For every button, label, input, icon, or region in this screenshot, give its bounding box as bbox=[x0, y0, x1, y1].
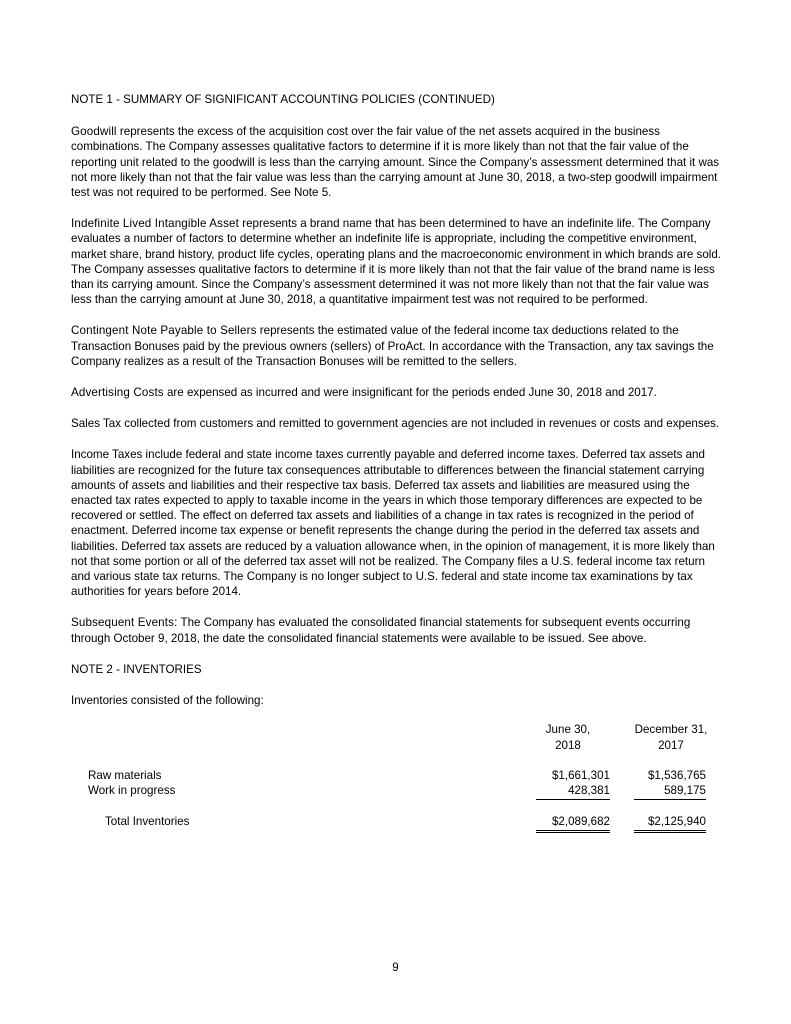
column-header-june-2018 bbox=[526, 722, 610, 752]
paragraph-text: represents the excess of the acquisition cost over the fair value of the net assets acquired in the business combinations. The Company assesses qualitative factors to determine if it is more likely than not that the fair value of the reporting unit related to the goodwill is less than the carrying amount. Since the Company’s assessment determined that it was not more likely than not that the fair value was less than the carrying amount at June 30, 2018, a two-step goodwill impairment test was not required to be performed. See Note 5. bbox=[71, 125, 720, 200]
contingent-note-paragraph bbox=[71, 323, 723, 369]
income-taxes-paragraph bbox=[71, 447, 723, 599]
row-label-raw-materials: Raw materials bbox=[88, 769, 162, 783]
goodwill-paragraph bbox=[71, 124, 723, 200]
paragraph-text: are expensed as incurred and were insignificant for the periods ended June 30, 2018 and 2017. bbox=[163, 386, 657, 400]
paragraph-text: collected from customers and remitted to government agencies are not included in revenues or costs and expenses. bbox=[121, 417, 720, 431]
value-text: $2,125,940 bbox=[647, 815, 706, 829]
paragraph-term: Subsequent Events: bbox=[71, 616, 178, 630]
value-text: 589,175 bbox=[664, 784, 706, 798]
raw-materials-2017: $1,536,765 bbox=[647, 769, 706, 783]
column-header-dec-2017 bbox=[623, 722, 719, 752]
intangible-asset-paragraph bbox=[71, 216, 723, 307]
total-inventories-2018 bbox=[536, 814, 610, 832]
work-in-progress-2017 bbox=[634, 783, 706, 799]
paragraph-term: Income Taxes bbox=[71, 448, 143, 462]
column-header-line: June 30, bbox=[545, 723, 591, 737]
subsequent-events-paragraph bbox=[71, 615, 723, 645]
row-label-work-in-progress: Work in progress bbox=[88, 784, 176, 798]
paragraph-term: Contingent Note Payable to Sellers bbox=[71, 324, 257, 338]
paragraph-text: The Company has evaluated the consolidated financial statements for subsequent events occurring through October 9, 2018, the date the consolidated financial statements were available to be issued. See above. bbox=[71, 616, 691, 645]
paragraph-text: represents a brand name that has been determined to have an indefinite life. The Company evaluates a number of factors to determine whether an indefinite life is appropriate, including the competitive environment, market share, brand history, product life cycles, operating plans and the macroeconomic environment in which brands are sold. The Company assesses qualitative factors to determine if it is more likely than not that the fair value of the brand name is less than its carrying amount. Since the Company’s assessment determined it was not more likely than not that the fair value was less than the carrying amount at June 30, 2018, a quantitative impairment test was not required to be performed. bbox=[71, 217, 722, 307]
paragraph-term: Sales Tax bbox=[71, 417, 122, 431]
inventories-intro: Inventories consisted of the following: bbox=[71, 694, 264, 708]
paragraph-term: Goodwill bbox=[71, 125, 117, 139]
paragraph-term: Indefinite Lived Intangible Asset bbox=[71, 217, 240, 231]
note1-heading: NOTE 1 - SUMMARY OF SIGNIFICANT ACCOUNTING POLICIES (CONTINUED) bbox=[71, 93, 495, 106]
column-header-line: 2018 bbox=[555, 738, 581, 752]
paragraph-term: Advertising Costs bbox=[71, 386, 164, 400]
value-text: 428,381 bbox=[568, 784, 610, 798]
sales-tax-paragraph bbox=[71, 416, 723, 431]
value-text: $2,089,682 bbox=[551, 815, 610, 829]
inventories-table bbox=[71, 722, 723, 842]
paragraph-text: represents the estimated value of the federal income tax deductions related to the Transaction Bonuses paid by the previous owners (sellers) of ProAct. In accordance with the Transaction, any tax savings the Company realizes as a result of the Transaction Bonuses will be remitted to the sellers. bbox=[71, 324, 714, 368]
page-number: 9 bbox=[392, 961, 399, 974]
document-page bbox=[71, 92, 723, 842]
advertising-costs-paragraph bbox=[71, 385, 723, 400]
note2-heading: NOTE 2 - INVENTORIES bbox=[71, 662, 202, 676]
column-header-line: December 31, bbox=[634, 723, 708, 737]
raw-materials-2018: $1,661,301 bbox=[551, 769, 610, 783]
column-header-line: 2017 bbox=[658, 738, 684, 752]
row-label-total: Total Inventories bbox=[105, 815, 190, 829]
work-in-progress-2018 bbox=[536, 783, 610, 799]
paragraph-text: include federal and state income taxes currently payable and deferred income taxes. Deferred tax assets and liabilities are recognized for the future tax consequences attributable to differences between the financial statement carrying amounts of assets and liabilities and their respective tax basis. Deferred tax assets and liabilities are measured using the enacted tax rates expected to apply to taxable income in the years in which those temporary differences are expected to be recovered or settled. The effect on deferred tax assets and liabilities of a change in tax rates is recognized in the period of enactment. Deferred income tax expense or benefit represents the change during the period in the deferred tax assets and liabilities. Deferred tax assets are reduced by a valuation allowance when, in the opinion of management, it is more likely than not that some portion or all of the deferred tax asset will not be realized. The Company files a U.S. federal income tax return and various state tax returns. The Company is no longer subject to U.S. federal and state income tax examinations by tax authorities for years before 2014. bbox=[71, 448, 715, 599]
total-inventories-2017 bbox=[634, 814, 706, 832]
